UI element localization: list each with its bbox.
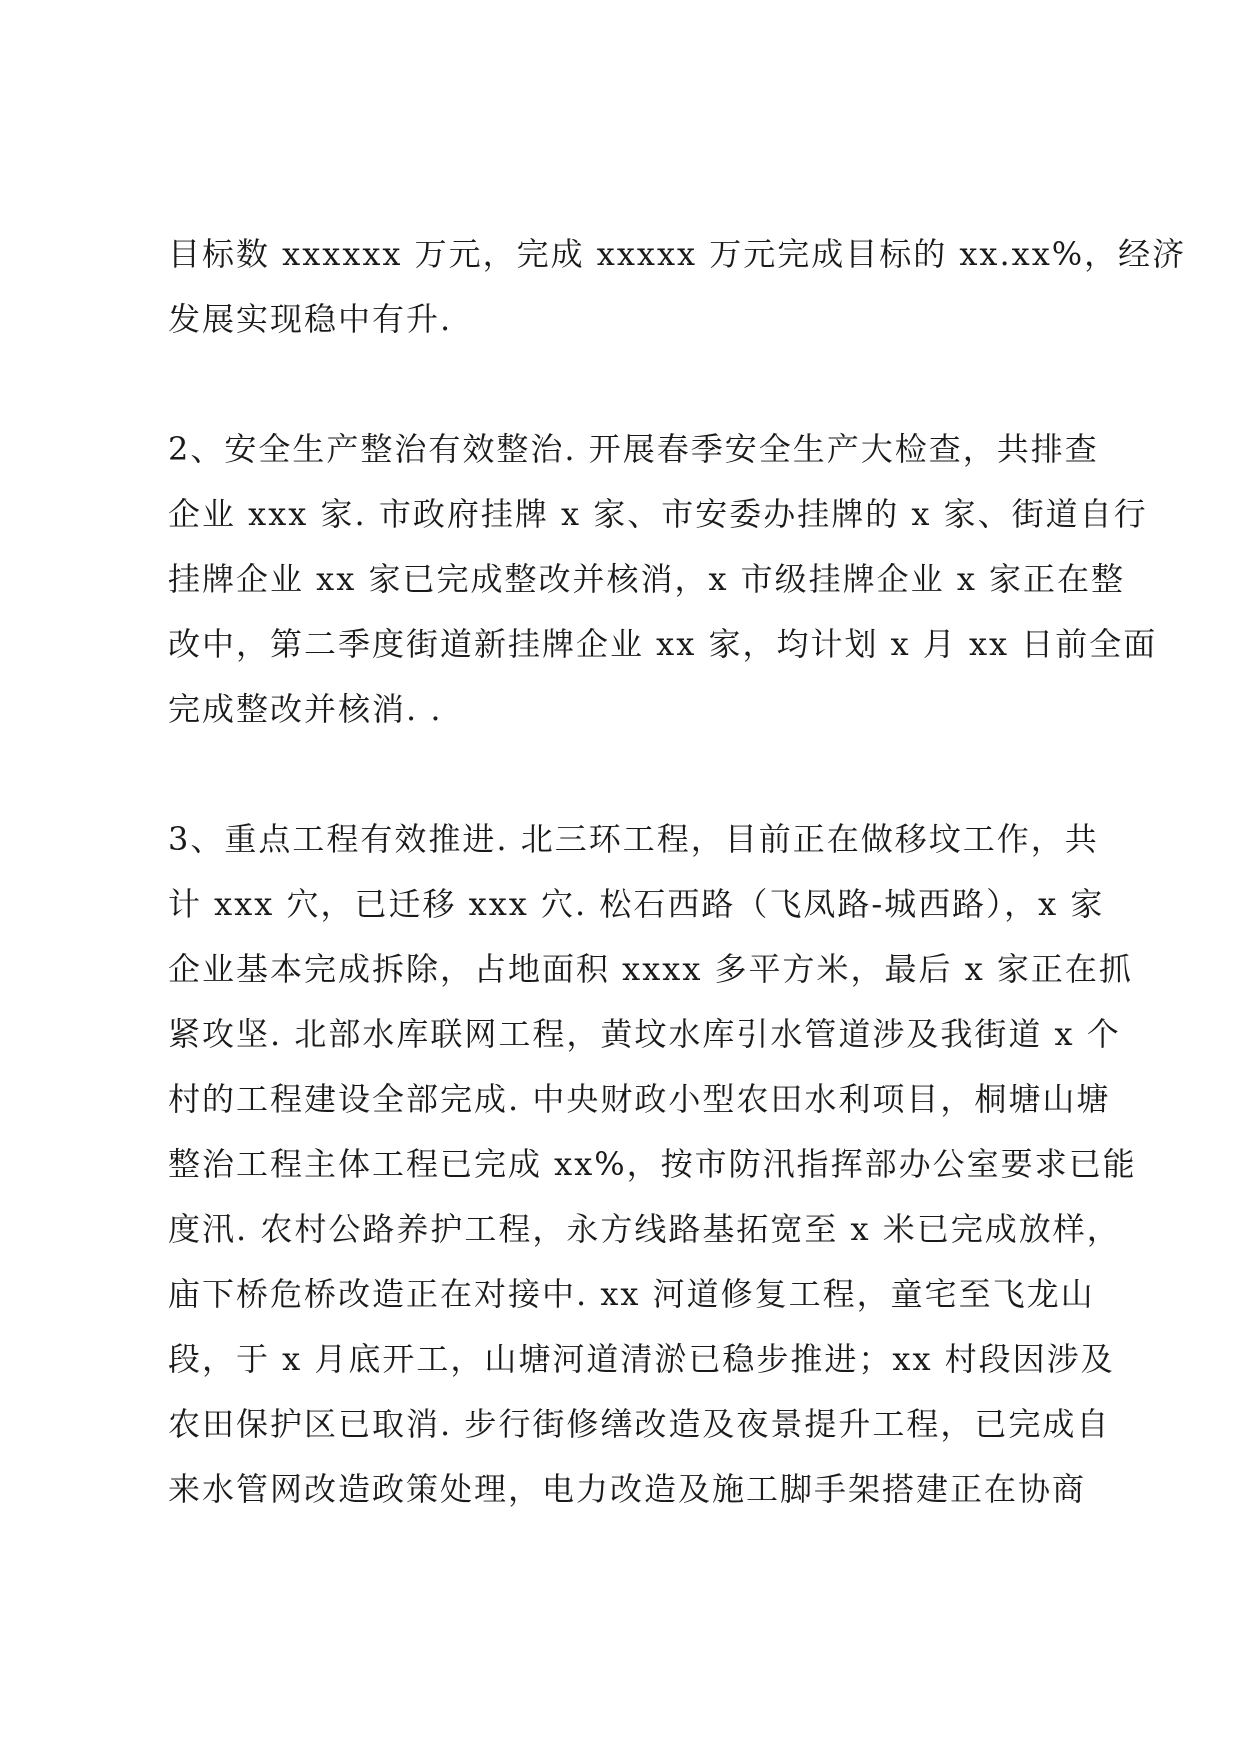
text-line: 目标数 xxxxxx 万元，完成 xxxxx 万元完成目标的 xx.xx%，经济 <box>168 235 1187 273</box>
text-line: 计 xxx 穴，已迁移 xxx 穴. 松石西路（飞凤路-城西路），x 家 <box>168 885 1105 923</box>
text-line: 2、安全生产整治有效整治. 开展春季安全生产大检查，共排查 <box>168 430 1099 468</box>
text-line: 村的工程建设全部完成. 中央财政小型农田水利项目，桐塘山塘 <box>168 1080 1111 1118</box>
paragraph-economy <box>168 222 1187 352</box>
text-line: 发展实现稳中有升. <box>168 300 453 338</box>
text-line: 农田保护区已取消. 步行街修缮改造及夜景提升工程，已完成自 <box>168 1405 1111 1443</box>
paragraph-projects <box>168 807 1137 1522</box>
paragraph-spacer <box>168 352 1098 417</box>
text-line: 改中，第二季度街道新挂牌企业 xx 家，均计划 x 月 xx 日前全面 <box>168 625 1158 663</box>
text-line: 整治工程主体工程已完成 xx%，按市防汛指挥部办公室要求已能 <box>168 1145 1137 1183</box>
text-line: 段，于 x 月底开工，山塘河道清淤已稳步推进；xx 村段因涉及 <box>168 1340 1115 1378</box>
text-line: 来水管网改造政策处理，电力改造及施工脚手架搭建正在协商 <box>168 1470 1087 1508</box>
text-line: 完成整改并核消. . <box>168 690 443 728</box>
text-line: 紧攻坚. 北部水库联网工程，黄坟水库引水管道涉及我街道 x 个 <box>168 1015 1121 1053</box>
text-line: 企业基本完成拆除，占地面积 xxxx 多平方米，最后 x 家正在抓 <box>168 950 1133 988</box>
text-line: 度汛. 农村公路养护工程，永方线路基拓宽至 x 米已完成放样， <box>168 1210 1121 1248</box>
text-line: 企业 xxx 家. 市政府挂牌 x 家、市安委办挂牌的 x 家、街道自行 <box>168 495 1148 533</box>
text-line: 庙下桥危桥改造正在对接中. xx 河道修复工程，童宅至飞龙山 <box>168 1275 1095 1313</box>
paragraph-safety <box>168 417 1158 742</box>
paragraph-spacer <box>168 742 1098 807</box>
text-line: 3、重点工程有效推进. 北三环工程，目前正在做移坟工作，共 <box>168 820 1099 858</box>
document-body <box>168 222 1187 1522</box>
text-line: 挂牌企业 xx 家已完成整改并核消，x 市级挂牌企业 x 家正在整 <box>168 560 1126 598</box>
